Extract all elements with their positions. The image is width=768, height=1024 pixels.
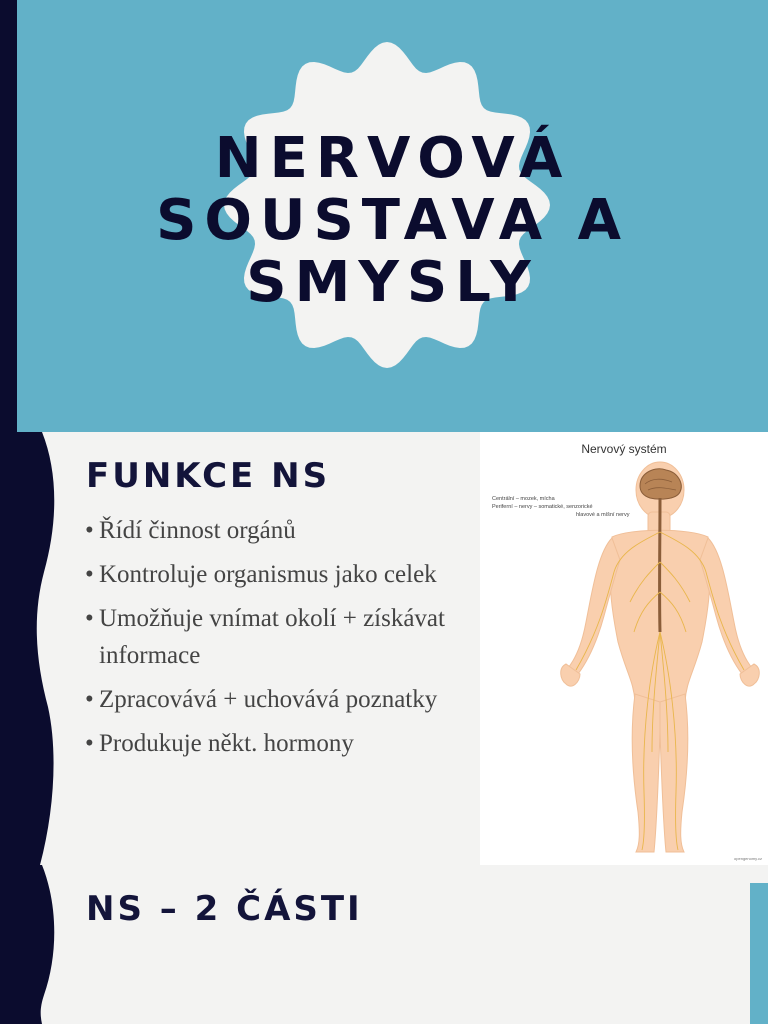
figure-label: Centrální – mozek, mícha bbox=[492, 496, 555, 502]
list-item: • Produkuje někt. hormony bbox=[85, 730, 354, 757]
parts-slide bbox=[0, 865, 768, 1024]
list-item: • Zpracovává + uchovává poznatky bbox=[85, 686, 438, 713]
left-accent-bar bbox=[0, 0, 17, 432]
section-heading: NS – 2 ČÁSTI bbox=[86, 889, 363, 929]
wave-sidebar bbox=[0, 432, 60, 865]
human-body-illustration bbox=[480, 432, 768, 865]
figure-title: Nervový systém bbox=[581, 442, 667, 456]
bullet-list bbox=[85, 512, 480, 769]
nervous-system-figure bbox=[480, 432, 768, 865]
section-heading: FUNKCE NS bbox=[86, 456, 331, 496]
list-item: • Řídí činnost orgánů bbox=[85, 517, 296, 544]
functions-slide bbox=[0, 432, 768, 865]
list-item: • Kontroluje organismus jako celek bbox=[85, 561, 437, 588]
figure-credit: opengenomy.cz bbox=[734, 856, 762, 861]
figure-label: hlavové a míšní nervy bbox=[576, 512, 630, 518]
title-slide bbox=[0, 0, 768, 432]
wave-sidebar bbox=[0, 865, 60, 1024]
slide-title: NERVOVÁ SOUSTAVA A SMYSLY bbox=[156, 126, 629, 315]
figure-label: Periferní – nervy – somatické, senzorické bbox=[492, 504, 593, 510]
list-item: • Umožňuje vnímat okolí + získávat informace bbox=[85, 605, 445, 669]
right-accent-bar bbox=[750, 883, 768, 1024]
